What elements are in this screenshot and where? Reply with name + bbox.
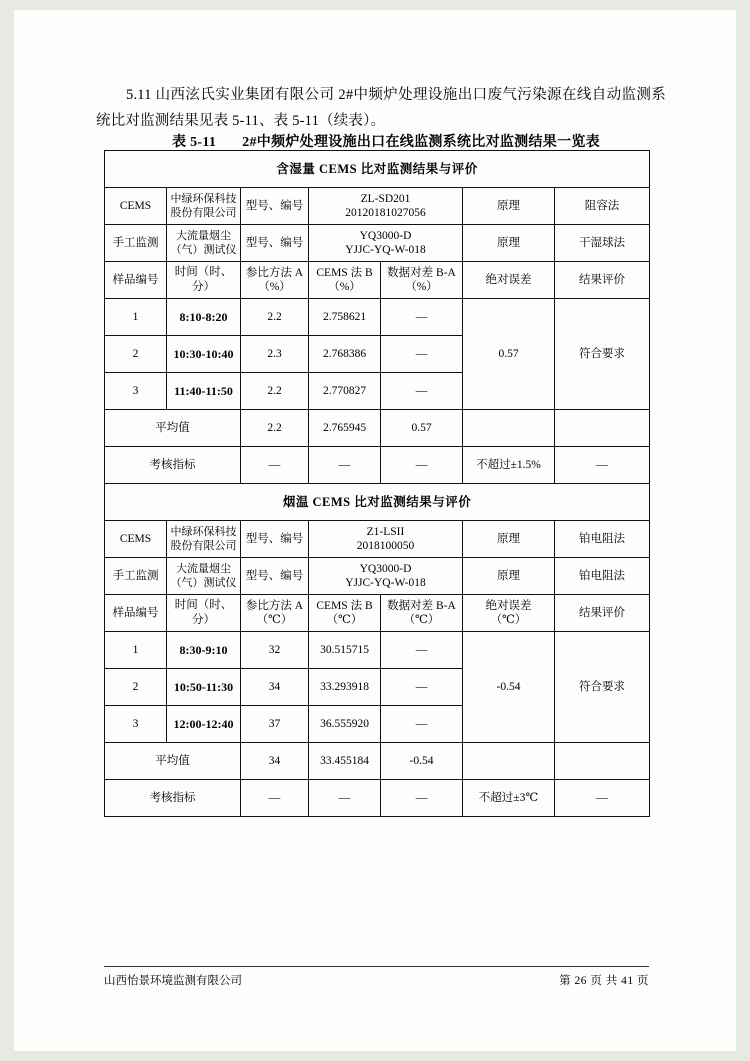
average-difference: 0.57 — [381, 410, 463, 447]
header-difference: 数据对差 B-A （%） — [381, 262, 463, 299]
manual-instrument: 大流量烟尘 （气）测试仪 — [167, 558, 241, 595]
average-cems-b: 33.455184 — [309, 743, 381, 780]
manual-principle-value: 干湿球法 — [555, 225, 650, 262]
cems-principle-value: 阻容法 — [555, 188, 650, 225]
cems-company: 中绿环保科技 股份有限公司 — [167, 521, 241, 558]
header-cems-b: CEMS 法 B （%） — [309, 262, 381, 299]
cems-principle-label: 原理 — [463, 188, 555, 225]
average-abs-error — [463, 410, 555, 447]
comparison-results-table — [104, 150, 650, 817]
footer-company: 山西怡景环境监测有限公司 — [104, 975, 242, 987]
sample-time: 8:10-8:20 — [167, 299, 241, 336]
average-cems-b: 2.765945 — [309, 410, 381, 447]
average-abs-error — [463, 743, 555, 780]
sample-no: 1 — [105, 299, 167, 336]
header-sample-no: 样品编号 — [105, 595, 167, 632]
assessment-label: 考核指标 — [105, 447, 241, 484]
page-footer — [104, 972, 649, 988]
manual-principle-label: 原理 — [463, 558, 555, 595]
manual-principle-label: 原理 — [463, 225, 555, 262]
cems-model-value: ZL-SD201 20120181027056 — [309, 188, 463, 225]
table-row — [105, 188, 650, 225]
page-edge-shadow-left — [0, 0, 14, 1061]
table-row — [105, 780, 650, 817]
difference-value: — — [381, 632, 463, 669]
cems-model-value: Z1-LSII 2018100050 — [309, 521, 463, 558]
sample-time: 8:30-9:10 — [167, 632, 241, 669]
manual-instrument: 大流量烟尘 （气）测试仪 — [167, 225, 241, 262]
section-title-humidity: 含湿量 CEMS 比对监测结果与评价 — [105, 151, 650, 188]
table-header-row — [105, 262, 650, 299]
average-evaluation — [555, 410, 650, 447]
table-row — [105, 225, 650, 262]
sample-no: 1 — [105, 632, 167, 669]
cems-b-value: 33.293918 — [309, 669, 381, 706]
method-a-value: 34 — [241, 669, 309, 706]
method-a-value: 2.2 — [241, 373, 309, 410]
header-difference: 数据对差 B-A （℃） — [381, 595, 463, 632]
header-evaluation: 结果评价 — [555, 595, 650, 632]
table-caption — [96, 131, 676, 151]
table-caption-number: 表 5-11 — [171, 135, 217, 150]
cems-principle-label: 原理 — [463, 521, 555, 558]
cems-label: CEMS — [105, 521, 167, 558]
cems-b-value: 30.515715 — [309, 632, 381, 669]
method-a-value: 2.2 — [241, 299, 309, 336]
cems-b-value: 36.555920 — [309, 706, 381, 743]
assessment-cems-b: — — [309, 447, 381, 484]
cems-b-value: 2.758621 — [309, 299, 381, 336]
cems-model-label: 型号、编号 — [241, 521, 309, 558]
sample-no: 2 — [105, 669, 167, 706]
difference-value: — — [381, 299, 463, 336]
sample-time: 12:00-12:40 — [167, 706, 241, 743]
average-label: 平均值 — [105, 743, 241, 780]
table-caption-title: 2#中频炉处理设施出口在线监测系统比对监测结果一览表 — [242, 135, 600, 150]
abs-error-value: -0.54 — [463, 632, 555, 743]
sample-time: 11:40-11:50 — [167, 373, 241, 410]
header-cems-b: CEMS 法 B （℃） — [309, 595, 381, 632]
assessment-method-a: — — [241, 780, 309, 817]
section-title-temperature: 烟温 CEMS 比对监测结果与评价 — [105, 484, 650, 521]
table-row — [105, 521, 650, 558]
method-a-value: 32 — [241, 632, 309, 669]
sample-time: 10:50-11:30 — [167, 669, 241, 706]
table-row — [105, 410, 650, 447]
manual-model-value: YQ3000-D YJJC-YQ-W-018 — [309, 225, 463, 262]
manual-model-value: YQ3000-D YJJC-YQ-W-018 — [309, 558, 463, 595]
intro-text: 5.11 山西泫氏实业集团有限公司 2#中频炉处理设施出口废气污染源在线自动监测系统比对监测结果见表 5-11、表 5-11（续表）。 — [96, 87, 666, 129]
evaluation-value: 符合要求 — [555, 632, 650, 743]
header-method-a: 参比方法 A （%） — [241, 262, 309, 299]
cems-company: 中绿环保科技 股份有限公司 — [167, 188, 241, 225]
assessment-difference: — — [381, 780, 463, 817]
difference-value: — — [381, 336, 463, 373]
page-edge-shadow-top — [0, 0, 750, 10]
header-time: 时间（时、分） — [167, 595, 241, 632]
table-row — [105, 743, 650, 780]
intro-paragraph — [96, 82, 666, 134]
sample-time: 10:30-10:40 — [167, 336, 241, 373]
manual-label: 手工监测 — [105, 225, 167, 262]
average-method-a: 2.2 — [241, 410, 309, 447]
method-a-value: 2.3 — [241, 336, 309, 373]
average-difference: -0.54 — [381, 743, 463, 780]
header-sample-no: 样品编号 — [105, 262, 167, 299]
table-row — [105, 447, 650, 484]
page-edge-shadow-bottom — [0, 1051, 750, 1061]
manual-model-label: 型号、编号 — [241, 558, 309, 595]
cems-principle-value: 铂电阻法 — [555, 521, 650, 558]
header-evaluation: 结果评价 — [555, 262, 650, 299]
difference-value: — — [381, 706, 463, 743]
sample-no: 2 — [105, 336, 167, 373]
footer-page-number: 第 26 页 共 41 页 — [559, 975, 649, 987]
average-method-a: 34 — [241, 743, 309, 780]
header-abs-error: 绝对误差 — [463, 262, 555, 299]
abs-error-value: 0.57 — [463, 299, 555, 410]
assessment-evaluation: — — [555, 780, 650, 817]
method-a-value: 37 — [241, 706, 309, 743]
table-row — [105, 558, 650, 595]
assessment-method-a: — — [241, 447, 309, 484]
cems-b-value: 2.770827 — [309, 373, 381, 410]
average-evaluation — [555, 743, 650, 780]
assessment-label: 考核指标 — [105, 780, 241, 817]
assessment-difference: — — [381, 447, 463, 484]
header-abs-error: 绝对误差 （℃） — [463, 595, 555, 632]
difference-value: — — [381, 669, 463, 706]
page-edge-shadow-right — [736, 0, 750, 1061]
table-row — [105, 484, 650, 521]
assessment-limit: 不超过±1.5% — [463, 447, 555, 484]
cems-label: CEMS — [105, 188, 167, 225]
table-row — [105, 632, 650, 669]
header-time: 时间（时、分） — [167, 262, 241, 299]
footer-divider — [104, 966, 649, 967]
manual-principle-value: 铂电阻法 — [555, 558, 650, 595]
manual-label: 手工监测 — [105, 558, 167, 595]
evaluation-value: 符合要求 — [555, 299, 650, 410]
table-row — [105, 151, 650, 188]
assessment-cems-b: — — [309, 780, 381, 817]
average-label: 平均值 — [105, 410, 241, 447]
sample-no: 3 — [105, 373, 167, 410]
sample-no: 3 — [105, 706, 167, 743]
manual-model-label: 型号、编号 — [241, 225, 309, 262]
cems-b-value: 2.768386 — [309, 336, 381, 373]
header-method-a: 参比方法 A （℃） — [241, 595, 309, 632]
assessment-evaluation: — — [555, 447, 650, 484]
cems-model-label: 型号、编号 — [241, 188, 309, 225]
table-header-row — [105, 595, 650, 632]
difference-value: — — [381, 373, 463, 410]
assessment-limit: 不超过±3℃ — [463, 780, 555, 817]
table-row — [105, 299, 650, 336]
